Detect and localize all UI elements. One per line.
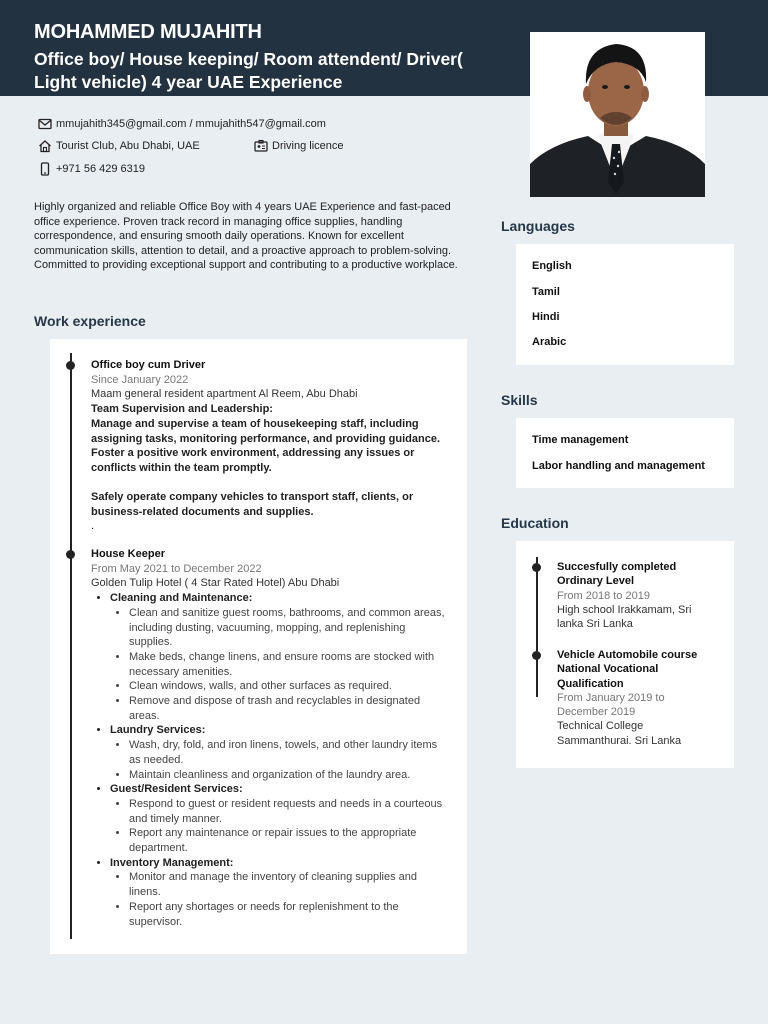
mobile-phone-icon	[38, 162, 52, 176]
duty-item: • Wash, dry, fold, and iron linens, towels, and other laundry items as needed.	[129, 738, 446, 767]
job-description-line: .	[91, 519, 95, 532]
address-text: Tourist Club, Abu Dhabi, UAE	[56, 140, 200, 152]
duty-category	[110, 856, 446, 930]
duty-category-label: Cleaning and Maintenance:	[110, 592, 253, 605]
education-institution: High school Irakkamam, Sri lanka Sri Lanka	[557, 603, 692, 631]
duty-item: • Monitor and manage the inventory of cleaning supplies and linens.	[129, 870, 446, 899]
timeline-dot	[532, 651, 541, 660]
contact-phone	[38, 162, 145, 176]
licence-text: Driving licence	[272, 140, 344, 152]
profile-photo	[530, 32, 705, 197]
job-period: Since January 2022	[91, 373, 189, 386]
education-period: From 2018 to 2019	[557, 589, 650, 602]
work-experience-card	[50, 339, 467, 954]
email-text[interactable]: mmujahith345@gmail.com / mmujahith547@gmail.com	[56, 118, 326, 130]
duty-category	[110, 723, 446, 782]
education-degree: Succesfully completed Ordinary Level	[557, 561, 677, 588]
duty-category-label: Inventory Management:	[110, 856, 234, 869]
job-company: Maam general resident apartment Al Reem, Abu Dhabi	[91, 388, 358, 401]
duty-item: • Maintain cleanliness and organization of the laundry area.	[129, 768, 446, 783]
job-description-line: Manage and supervise a team of housekeeping staff, including assigning tasks, monitoring performance, and providing guidance. Foster a positive work environment, addressing any issues or conflicts within the team promptly.	[91, 417, 440, 474]
duty-category-label: Guest/Resident Services:	[110, 783, 243, 796]
timeline-dot	[532, 563, 541, 572]
language-item: Tamil	[532, 286, 560, 298]
timeline-line	[70, 353, 72, 939]
skills-card	[516, 418, 734, 488]
job-description-line: Safely operate company vehicles to transport staff, clients, or business-related documents and supplies.	[91, 491, 414, 519]
duty-category	[110, 591, 446, 723]
job-entry	[91, 547, 446, 929]
duty-item: • Clean and sanitize guest rooms, bathrooms, and common areas, including dusting, vacuuming, mopping, and replenishing supplies.	[129, 606, 446, 650]
duty-item: • Make beds, change linens, and ensure rooms are stocked with necessary amenities.	[129, 650, 446, 679]
contact-address	[38, 139, 200, 153]
education-period: From January 2019 to December 2019	[557, 691, 665, 719]
duty-item: • Report any maintenance or repair issues to the appropriate department.	[129, 826, 446, 855]
profile-summary: Highly organized and reliable Office Boy with 4 years UAE Experience and fast-paced office experience. Proven track record in managing office supplies, handling correspondence, and ensuring smooth daily operations. Known for excellent communication skills, attention to detail, and a proactive approach to problem-solving. Committed to providing exceptional support and contributing to a productive workplace.	[34, 201, 458, 271]
contact-email	[38, 117, 326, 131]
duty-category-label: Laundry Services:	[110, 724, 206, 737]
candidate-name: MOHAMMED MUJAHITH	[34, 21, 262, 43]
education-institution: Technical College Sammanthurai. Sri Lanka	[557, 720, 682, 747]
timeline-dot	[66, 550, 75, 559]
duty-categories	[91, 591, 446, 929]
job-company: Golden Tulip Hotel ( 4 Star Rated Hotel) Abu Dhabi	[91, 577, 340, 590]
skill-item: Labor handling and management	[532, 460, 705, 472]
duty-item: • Remove and dispose of trash and recyclables in designated areas.	[129, 694, 446, 723]
envelope-icon	[38, 117, 52, 131]
job-title: Office boy/ House keeping/ Room attendent/ Driver( Light vehicle) 4 year UAE Experience	[34, 49, 463, 92]
home-icon	[38, 139, 52, 153]
language-item: Arabic	[532, 336, 567, 348]
education-card	[516, 541, 734, 768]
language-item: Hindi	[532, 311, 560, 323]
skill-item: Time management	[532, 434, 629, 446]
duty-item: • Respond to guest or resident requests and needs in a courteous and timely manner.	[129, 797, 446, 826]
job-role: House Keeper	[91, 548, 165, 560]
education-entry	[557, 648, 717, 748]
timeline-line	[536, 557, 538, 697]
languages-heading: Languages	[501, 218, 575, 234]
job-period: From May 2021 to December 2022	[91, 562, 262, 575]
languages-card	[516, 244, 734, 365]
job-description-line: Team Supervision and Leadership:	[91, 403, 273, 416]
skills-heading: Skills	[501, 392, 538, 408]
phone-text[interactable]: +971 56 429 6319	[56, 163, 146, 175]
language-item: English	[532, 260, 572, 272]
duty-item: • Clean windows, walls, and other surfaces as required.	[129, 679, 446, 694]
work-experience-heading: Work experience	[34, 313, 146, 329]
id-card-icon	[254, 139, 268, 153]
job-entry	[91, 358, 446, 532]
contact-licence	[254, 139, 344, 153]
education-entry	[557, 560, 717, 631]
education-degree: Vehicle Automobile course National Vocational Qualification	[557, 649, 698, 690]
duty-category	[110, 782, 446, 856]
timeline-dot	[66, 361, 75, 370]
job-role: Office boy cum Driver	[91, 359, 206, 371]
education-heading: Education	[501, 515, 569, 531]
duty-item: • Report any shortages or needs for replenishment to the supervisor.	[129, 900, 446, 929]
